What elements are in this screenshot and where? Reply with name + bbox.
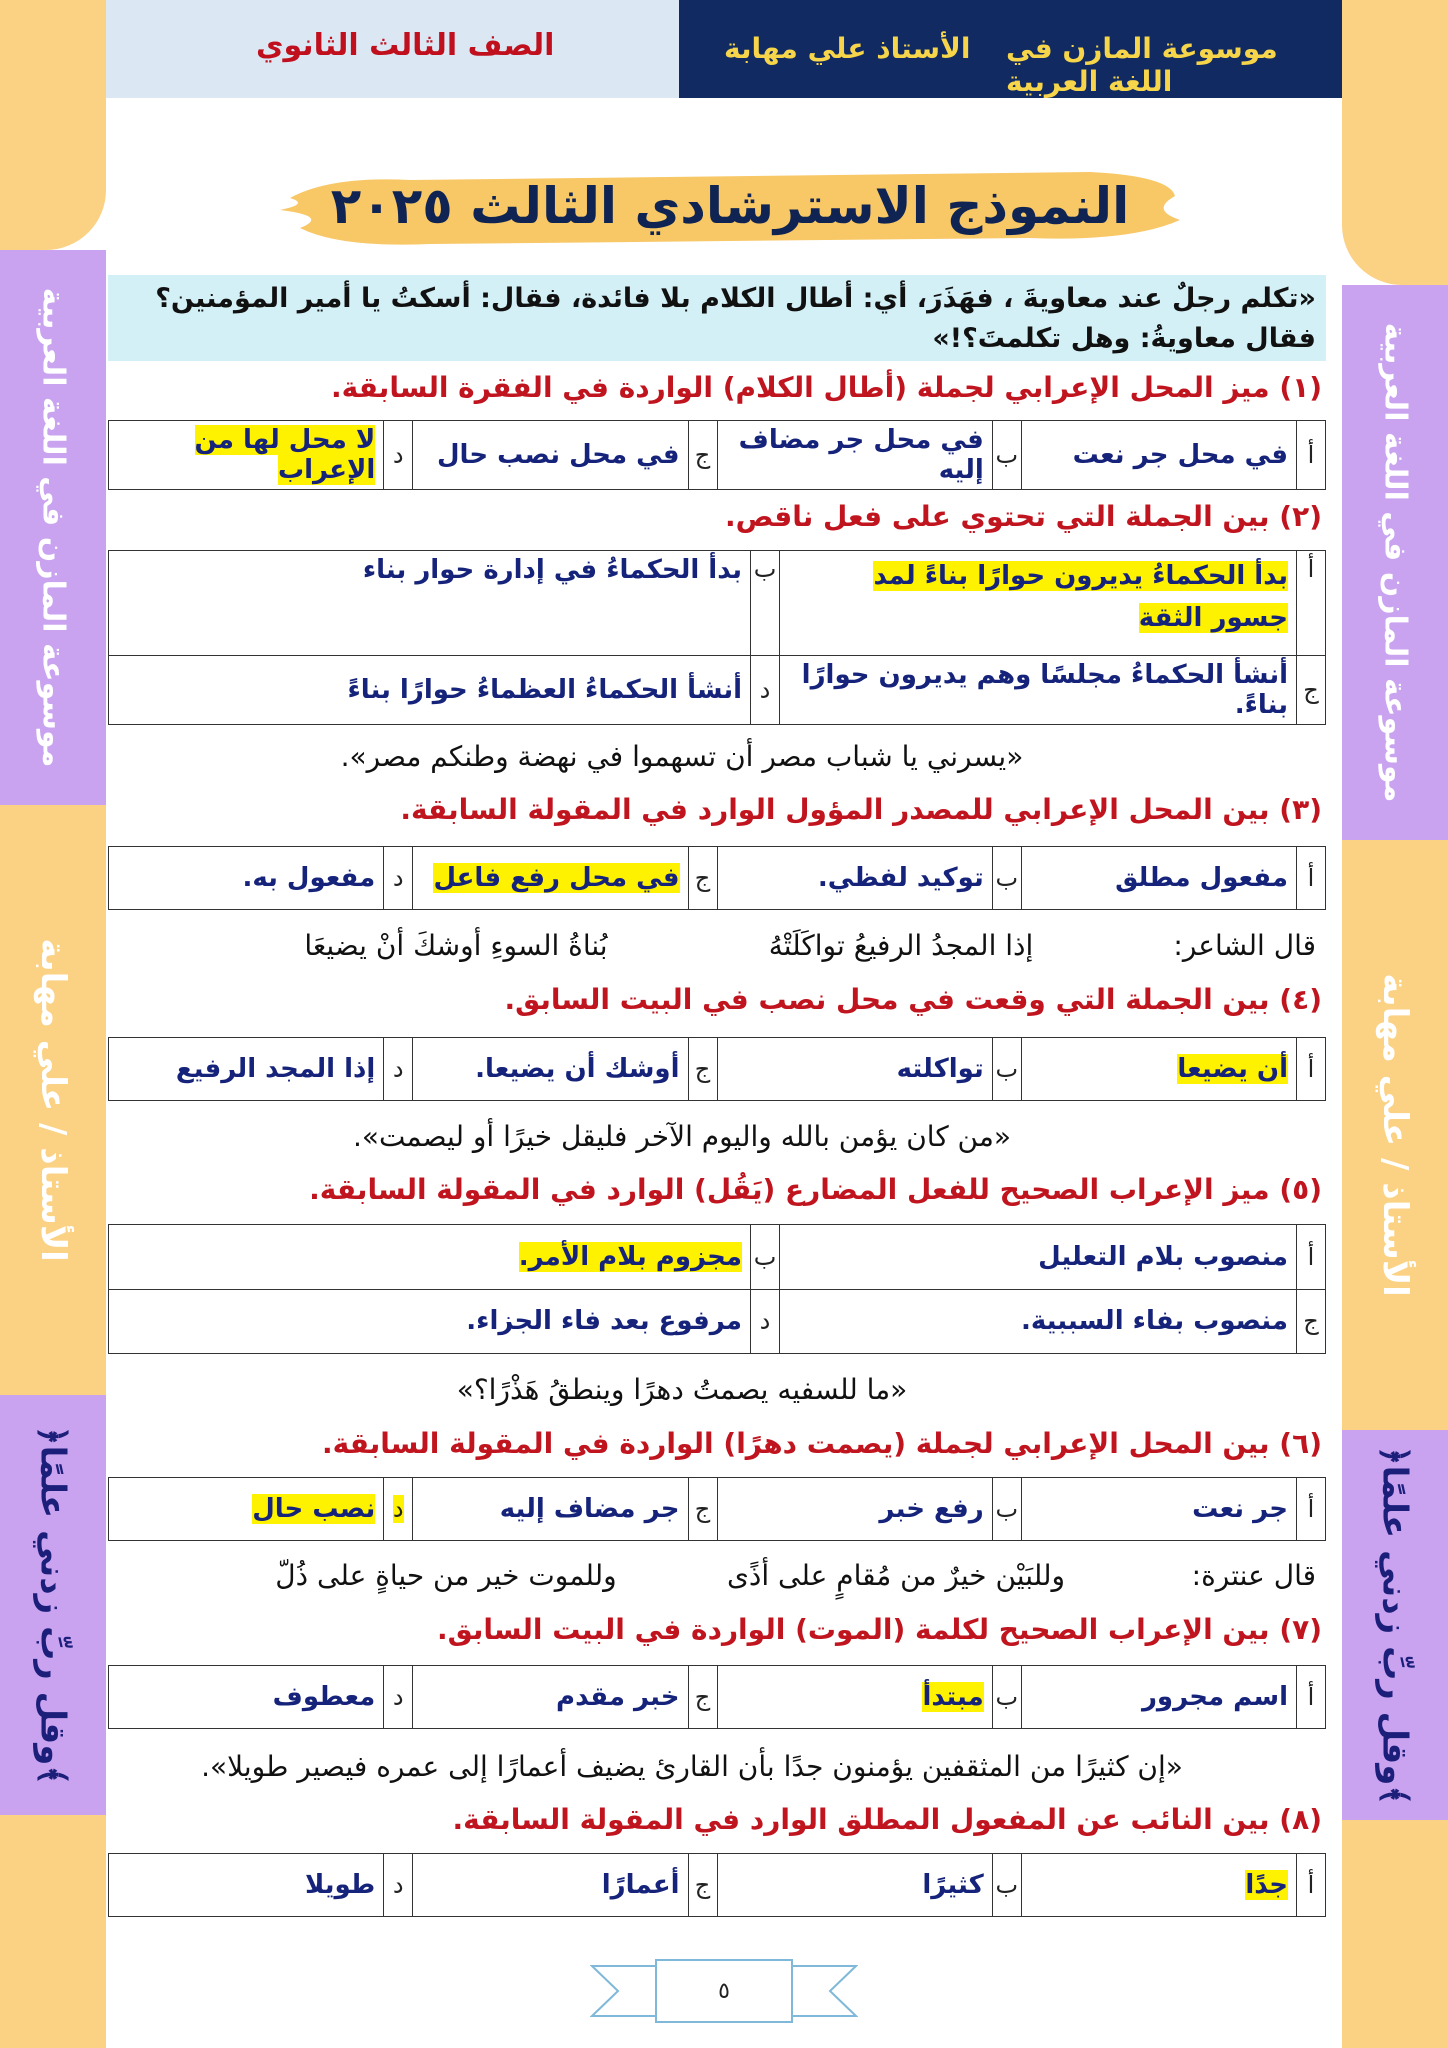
option-letter-d-text: د [392, 1495, 404, 1523]
passage-8: «إن كثيرًا من المثقفين يؤمنون جدًا بأن القارئ يضيف أعمارًا إلى عمره فيصير طويلا». [201, 1750, 1183, 1783]
question-8-option-a[interactable] [1021, 1854, 1296, 1917]
question-2-option-c[interactable]: أنشأ الحكماءُ مجلسًا وهم يديرون حوارًا بناءً. [780, 656, 1297, 725]
option-letter-d: د [751, 656, 780, 725]
question-6-options [108, 1477, 1326, 1541]
option-letter-a: أ [1297, 1225, 1326, 1290]
question-4-option-d[interactable]: إذا المجد الرفيع [109, 1038, 384, 1101]
option-letter-b: ب [751, 1225, 780, 1290]
right-teacher-label: الأستاذ / علي مهابة [1375, 973, 1415, 1297]
right-verse-label: ﴿وقل ربِّ زدني علمًا﴾ [1374, 1445, 1415, 1805]
question-8-options [108, 1853, 1326, 1917]
question-3-option-b[interactable]: توكيد لفظي. [717, 847, 992, 910]
question-8-option-c[interactable]: أعمارًا [413, 1854, 688, 1917]
question-5-option-a[interactable]: منصوب بلام التعليل [780, 1225, 1297, 1290]
verse-4 [108, 926, 1326, 966]
exam-title: النموذج الاسترشادي الثالث ٢٠٢٥ [330, 177, 1130, 235]
option-letter-d: د [384, 847, 413, 910]
question-1-option-a[interactable]: في محل جر نعت [1021, 421, 1296, 490]
question-8-prompt: (٨) بين النائب عن المفعول المطلق الوارد في المقولة السابقة. [452, 1803, 1322, 1836]
question-5-option-b-text: مجزوم بلام الأمر. [518, 1241, 742, 1272]
option-letter-c: ج [688, 1478, 717, 1541]
question-6-prompt: (٦) بين المحل الإعرابي لجملة (يصمت دهرًا) الواردة في المقولة السابقة. [321, 1427, 1322, 1460]
exam-title-block [270, 158, 1190, 254]
question-3-option-c-text: في محل رفع فاعل [433, 863, 680, 893]
option-letter-c: ج [688, 1854, 717, 1917]
grade-label: الصف الثالث الثانوي [256, 28, 555, 63]
option-letter-b: ب [751, 551, 780, 656]
question-7-options [108, 1665, 1326, 1729]
question-8-option-b[interactable]: كثيرًا [717, 1854, 992, 1917]
option-letter-a: أ [1297, 1854, 1326, 1917]
question-2-option-b[interactable]: بدأ الحكماءُ في إدارة حوار بناء [109, 551, 751, 656]
question-4-option-a-text: أن يضيعا [1177, 1054, 1288, 1084]
question-8-option-d[interactable]: طويلا [109, 1854, 384, 1917]
question-5-options [108, 1224, 1326, 1354]
verse-7-intro: قال عنترة: [1191, 1559, 1316, 1592]
passage-6: «ما للسفيه يصمتُ دهرًا وينطقُ هَذْرًا؟» [456, 1373, 908, 1406]
question-3-option-d[interactable]: مفعول به. [109, 847, 384, 910]
option-letter-d: د [384, 421, 413, 490]
question-7-prompt: (٧) بين الإعراب الصحيح لكلمة (الموت) الواردة في البيت السابق. [437, 1613, 1322, 1646]
question-2-option-d[interactable]: أنشأ الحكماءُ العظماءُ حوارًا بناءً [109, 656, 751, 725]
option-letter-a: أ [1297, 1038, 1326, 1101]
option-letter-d: د [384, 1854, 413, 1917]
page-number: ٥ [718, 1978, 730, 2004]
question-6-option-d[interactable] [109, 1478, 384, 1541]
question-3-prompt: (٣) بين المحل الإعرابي للمصدر المؤول الوارد في المقولة السابقة. [400, 793, 1322, 826]
question-1-prompt: (١) ميز المحل الإعرابي لجملة (أطال الكلام) الواردة في الفقرة السابقة. [331, 371, 1322, 404]
question-8-option-a-text: جدًا [1245, 1870, 1288, 1900]
question-1-options [108, 420, 1326, 490]
verse-4-first-hemistich: إذا المجدُ الرفيعُ تواكَلَتْهُ [768, 929, 1034, 962]
option-letter-b: ب [992, 1854, 1021, 1917]
teacher-name: الأستاذ علي مهابة [724, 32, 971, 65]
right-encyclopedia-label: موسوعة المازن في اللغة العربية [1377, 322, 1413, 803]
question-3-option-c[interactable] [413, 847, 688, 910]
question-6-option-d-text: نصب حال [252, 1494, 376, 1524]
question-5-prompt: (٥) ميز الإعراب الصحيح للفعل المضارع (يَقُل) الوارد في المقولة السابقة. [309, 1173, 1322, 1206]
question-4-prompt: (٤) بين الجملة التي وقعت في محل نصب في البيت السابق. [504, 983, 1322, 1016]
option-letter-d: د [751, 1289, 780, 1354]
question-7-option-c[interactable]: خبر مقدم [413, 1666, 688, 1729]
option-letter-c: ج [688, 847, 717, 910]
option-letter-c: ج [688, 421, 717, 490]
option-letter-a: أ [1297, 1478, 1326, 1541]
option-letter-c: ج [688, 1038, 717, 1101]
verse-7 [108, 1556, 1326, 1596]
left-orange-top [0, 0, 106, 250]
verse-7-second-hemistich: وللموت خير من حياةٍ على ذُلّ [275, 1559, 617, 1592]
passage-3: «يسرني يا شباب مصر أن تسهموا في نهضة وطنكم مصر». [340, 740, 1024, 773]
option-letter-c: ج [1297, 1289, 1326, 1354]
option-letter-b: ب [992, 421, 1021, 490]
option-letter-b: ب [992, 1478, 1021, 1541]
question-7-option-a[interactable]: اسم مجرور [1021, 1666, 1296, 1729]
verse-7-first-hemistich: وللبَيْن خيرٌ من مُقامٍ على أذًى [726, 1559, 1066, 1592]
question-1-option-d-text: لا محل لها من الإعراب [194, 425, 376, 485]
question-2-option-a-text: بدأ الحكماءُ يديرون حوارًا بناءً لمد جسور الثقة [873, 561, 1288, 633]
verse-4-second-hemistich: بُناةُ السوءِ أوشكَ أنْ يضيعَا [304, 929, 608, 962]
right-orange-top [1342, 0, 1448, 285]
option-letter-d: د [384, 1038, 413, 1101]
question-4-option-a[interactable] [1021, 1038, 1296, 1101]
question-4-option-c[interactable]: أوشك أن يضيعا. [413, 1038, 688, 1101]
left-orange-bottom [0, 1815, 106, 2048]
passage-5: «من كان يؤمن بالله واليوم الآخر فليقل خيرًا أو ليصمت». [353, 1120, 1011, 1153]
question-1-option-d[interactable] [109, 421, 384, 490]
question-5-option-c[interactable]: منصوب بفاء السببية. [780, 1289, 1297, 1354]
right-orange-bottom [1342, 1820, 1448, 2048]
question-2-prompt: (٢) بين الجملة التي تحتوي على فعل ناقص. [725, 500, 1322, 533]
left-side-strip [0, 0, 106, 2048]
option-letter-b: ب [992, 847, 1021, 910]
option-letter-d: د [384, 1666, 413, 1729]
right-side-strip [1342, 0, 1448, 2048]
option-letter-b: ب [992, 1038, 1021, 1101]
option-letter-d [384, 1478, 413, 1541]
question-2-options [108, 550, 1326, 725]
question-3-option-a[interactable]: مفعول مطلق [1021, 847, 1296, 910]
question-6-option-a[interactable]: جر نعت [1021, 1478, 1296, 1541]
passage-1: «تكلم رجلٌ عند معاويةَ ، فهَذَرَ، أي: أطال الكلام بلا فائدة، فقال: أسكتُ يا أمير المؤمنين؟ فقال معاويةُ: وهل تكلمتَ؟!» [108, 275, 1326, 361]
left-teacher-label: الأستاذ / علي مهابة [33, 938, 73, 1262]
option-letter-a: أ [1297, 551, 1326, 656]
question-7-option-d[interactable]: معطوف [109, 1666, 384, 1729]
left-verse-label: ﴿وقل ربِّ زدني علمًا﴾ [32, 1425, 73, 1785]
question-2-option-a[interactable] [780, 551, 1297, 656]
question-5-option-b[interactable] [109, 1225, 751, 1290]
question-7-option-b[interactable] [717, 1666, 992, 1729]
option-letter-a: أ [1297, 421, 1326, 490]
header-banner [106, 0, 1342, 98]
question-6-option-c[interactable]: جر مضاف إليه [413, 1478, 688, 1541]
question-1-option-b[interactable]: في محل جر مضاف إليه [717, 421, 992, 490]
left-encyclopedia-label: موسوعة المازن في اللغة العربية [35, 287, 71, 768]
question-7-option-b-text: مبتدأ [922, 1682, 984, 1712]
verse-4-intro: قال الشاعر: [1173, 929, 1316, 962]
question-3-options [108, 846, 1326, 910]
question-1-option-c[interactable]: في محل نصب حال [413, 421, 688, 490]
option-letter-a: أ [1297, 1666, 1326, 1729]
option-letter-c: ج [688, 1666, 717, 1729]
question-5-option-d[interactable]: مرفوع بعد فاء الجزاء. [109, 1289, 751, 1354]
question-6-option-b[interactable]: رفع خبر [717, 1478, 992, 1541]
page-number-ribbon [590, 1958, 858, 2024]
option-letter-b: ب [992, 1666, 1021, 1729]
question-4-options [108, 1037, 1326, 1101]
encyclopedia-title: موسوعة المازن في اللغة العربية [1006, 32, 1278, 98]
option-letter-c: ج [1297, 656, 1326, 725]
option-letter-a: أ [1297, 847, 1326, 910]
question-4-option-b[interactable]: تواكلته [717, 1038, 992, 1101]
